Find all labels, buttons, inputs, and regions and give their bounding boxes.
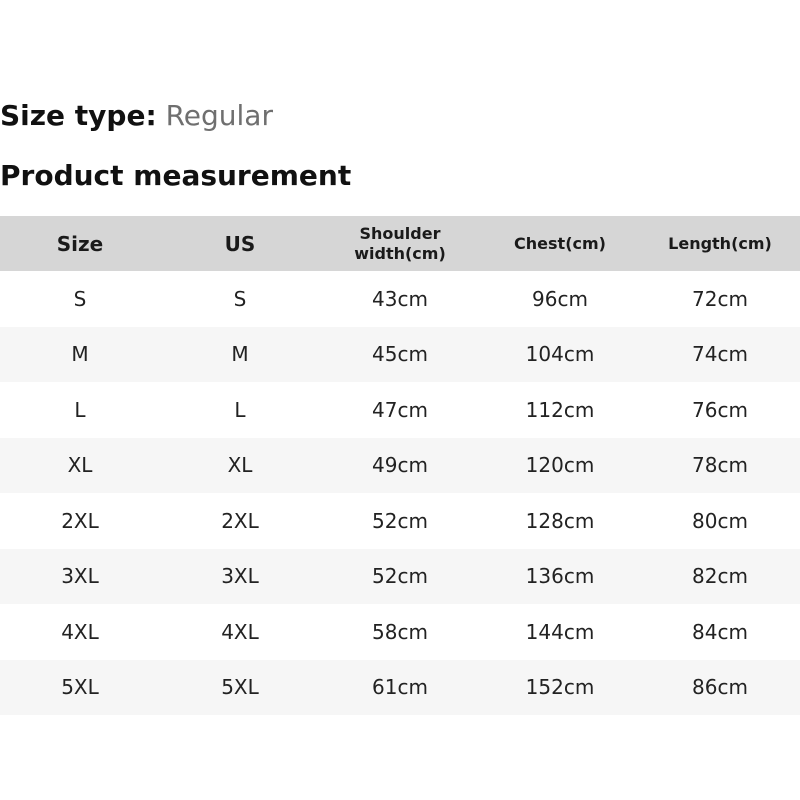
table-row	[0, 604, 800, 660]
cell-length: 80cm	[640, 493, 800, 549]
cell-us: 5XL	[160, 660, 320, 716]
cell-us: S	[160, 271, 320, 327]
cell-size: 2XL	[0, 493, 160, 549]
cell-size: L	[0, 382, 160, 438]
table-row	[0, 660, 800, 716]
cell-length: 74cm	[640, 327, 800, 383]
table-row	[0, 382, 800, 438]
cell-chest: 152cm	[480, 660, 640, 716]
cell-length: 72cm	[640, 271, 800, 327]
section-title: Product measurement	[0, 159, 352, 192]
cell-length: 82cm	[640, 549, 800, 605]
cell-length: 78cm	[640, 438, 800, 494]
size-type-line	[0, 96, 273, 136]
cell-size: S	[0, 271, 160, 327]
cell-size: XL	[0, 438, 160, 494]
cell-chest: 120cm	[480, 438, 640, 494]
table-row	[0, 438, 800, 494]
table-row	[0, 493, 800, 549]
cell-us: 3XL	[160, 549, 320, 605]
size-chart-table	[0, 216, 800, 715]
table-row	[0, 327, 800, 383]
cell-us: M	[160, 327, 320, 383]
cell-shoulder: 43cm	[320, 271, 480, 327]
cell-size: 5XL	[0, 660, 160, 716]
table-header	[0, 216, 800, 271]
table-body	[0, 271, 800, 715]
header-shoulder-width	[320, 216, 480, 271]
table-row	[0, 549, 800, 605]
cell-chest: 104cm	[480, 327, 640, 383]
cell-size: 3XL	[0, 549, 160, 605]
header-length: Length(cm)	[640, 216, 800, 271]
size-type-label: Size type:	[0, 99, 157, 132]
cell-shoulder: 52cm	[320, 493, 480, 549]
cell-shoulder: 58cm	[320, 604, 480, 660]
cell-length: 86cm	[640, 660, 800, 716]
table-row	[0, 271, 800, 327]
cell-size: 4XL	[0, 604, 160, 660]
cell-shoulder: 61cm	[320, 660, 480, 716]
size-type-value: Regular	[165, 99, 273, 132]
cell-us: L	[160, 382, 320, 438]
header-chest: Chest(cm)	[480, 216, 640, 271]
header-us: US	[160, 216, 320, 271]
cell-chest: 136cm	[480, 549, 640, 605]
header-shoulder-line1: Shoulder	[359, 223, 441, 243]
cell-us: 2XL	[160, 493, 320, 549]
cell-us: XL	[160, 438, 320, 494]
header-shoulder-line2: width(cm)	[354, 243, 446, 263]
header-row	[0, 216, 800, 271]
cell-us: 4XL	[160, 604, 320, 660]
cell-length: 76cm	[640, 382, 800, 438]
cell-chest: 112cm	[480, 382, 640, 438]
cell-shoulder: 47cm	[320, 382, 480, 438]
cell-chest: 128cm	[480, 493, 640, 549]
cell-shoulder: 45cm	[320, 327, 480, 383]
cell-chest: 144cm	[480, 604, 640, 660]
cell-shoulder: 49cm	[320, 438, 480, 494]
cell-shoulder: 52cm	[320, 549, 480, 605]
cell-length: 84cm	[640, 604, 800, 660]
cell-chest: 96cm	[480, 271, 640, 327]
cell-size: M	[0, 327, 160, 383]
header-size: Size	[0, 216, 160, 271]
